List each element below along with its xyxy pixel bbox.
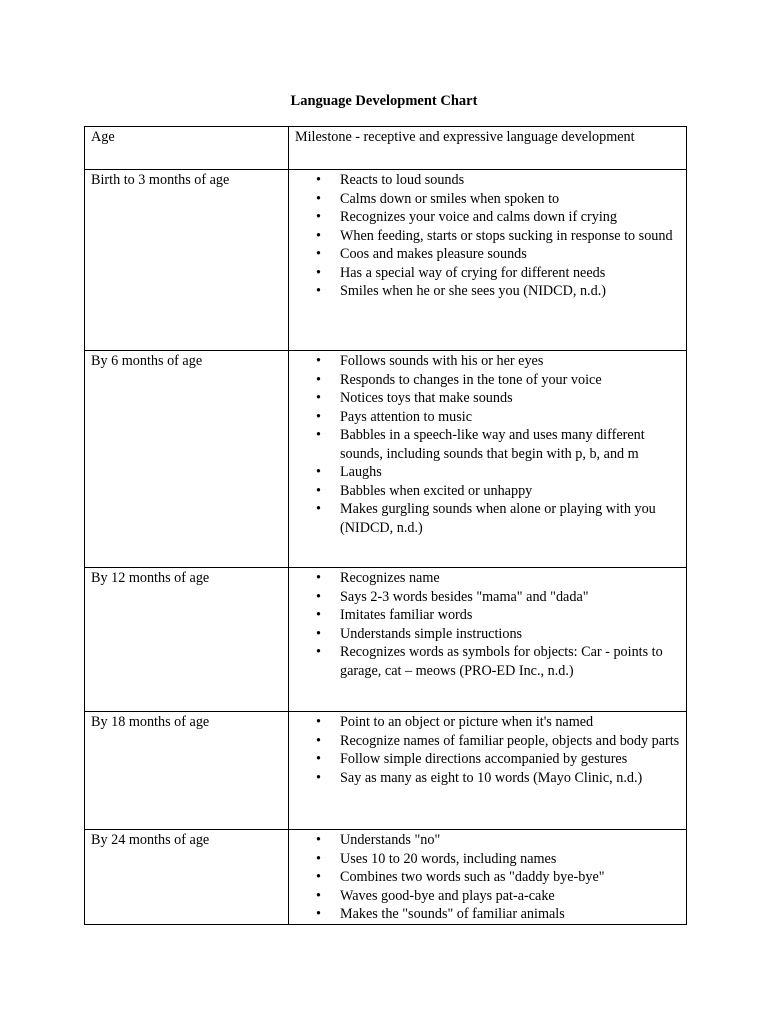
list-item: • Makes gurgling sounds when alone or playing with you (NIDCD, n.d.) [295, 500, 680, 537]
list-item: • Has a special way of crying for different needs [295, 264, 680, 283]
list-item: • Recognizes name [295, 569, 680, 588]
milestone-list [295, 171, 680, 301]
list-item: • Recognize names of familiar people, objects and body parts [295, 732, 680, 751]
milestone-list [295, 713, 680, 787]
list-item: • Smiles when he or she sees you (NIDCD, n.d.) [295, 282, 680, 301]
header-age: Age [85, 127, 289, 170]
list-item: • Waves good-bye and plays pat-a-cake [295, 887, 680, 906]
list-item: • Understands simple instructions [295, 625, 680, 644]
table-row [85, 170, 687, 351]
list-item: • Babbles when excited or unhappy [295, 482, 680, 501]
list-item: • Recognizes your voice and calms down if crying [295, 208, 680, 227]
table-row [85, 568, 687, 712]
table-row [85, 830, 687, 925]
age-cell: By 24 months of age [85, 830, 289, 925]
milestone-cell [289, 170, 687, 351]
list-item: • Say as many as eight to 10 words (Mayo Clinic, n.d.) [295, 769, 680, 788]
list-item: • Recognizes words as symbols for objects: Car - points to garage, cat – meows (PRO-ED Inc., n.d.) [295, 643, 680, 680]
milestone-list [295, 352, 680, 537]
list-item: • Makes the "sounds" of familiar animals [295, 905, 680, 924]
table-header-row [85, 127, 687, 170]
list-item: • Notices toys that make sounds [295, 389, 680, 408]
list-item: • Laughs [295, 463, 680, 482]
milestone-cell [289, 568, 687, 712]
list-item: • Pays attention to music [295, 408, 680, 427]
list-item: • Responds to changes in the tone of your voice [295, 371, 680, 390]
list-item: • Calms down or smiles when spoken to [295, 190, 680, 209]
list-item: • When feeding, starts or stops sucking in response to sound [295, 227, 680, 246]
milestone-cell [289, 351, 687, 568]
milestone-list [295, 569, 680, 680]
milestone-cell [289, 712, 687, 830]
language-development-table [84, 126, 687, 925]
age-cell: Birth to 3 months of age [85, 170, 289, 351]
age-cell: By 18 months of age [85, 712, 289, 830]
list-item: • Babbles in a speech-like way and uses many different sounds, including sounds that begin with p, b, and m [295, 426, 680, 463]
age-cell: By 12 months of age [85, 568, 289, 712]
header-milestone: Milestone - receptive and expressive language development [289, 127, 687, 170]
list-item: • Uses 10 to 20 words, including names [295, 850, 680, 869]
table-row [85, 712, 687, 830]
list-item: • Point to an object or picture when it's named [295, 713, 680, 732]
list-item: • Imitates familiar words [295, 606, 680, 625]
milestone-cell [289, 830, 687, 925]
list-item: • Combines two words such as "daddy bye-bye" [295, 868, 680, 887]
list-item: • Says 2-3 words besides "mama" and "dada" [295, 588, 680, 607]
age-cell: By 6 months of age [85, 351, 289, 568]
list-item: • Understands "no" [295, 831, 680, 850]
table-row [85, 351, 687, 568]
list-item: • Follow simple directions accompanied by gestures [295, 750, 680, 769]
page-title: Language Development Chart [290, 93, 478, 109]
list-item: • Coos and makes pleasure sounds [295, 245, 680, 264]
list-item: • Reacts to loud sounds [295, 171, 680, 190]
list-item: • Follows sounds with his or her eyes [295, 352, 680, 371]
milestone-list [295, 831, 680, 924]
